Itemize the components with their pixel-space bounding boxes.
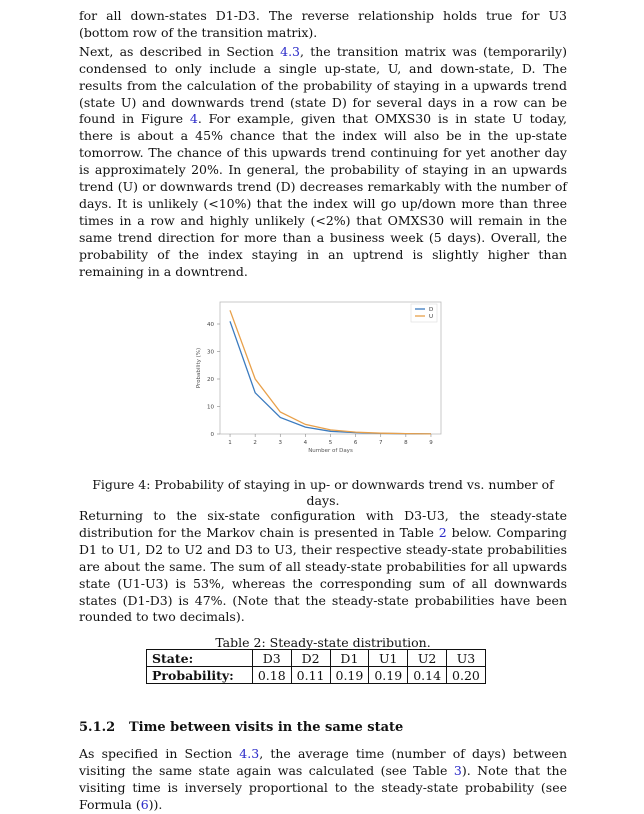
legend-label-U: U [429,314,434,320]
state-header: State: [147,650,253,667]
table-cell: U3 [447,650,486,667]
legend-label-D: D [429,307,434,313]
table-cell: 0.19 [369,667,408,684]
section-ref-link[interactable]: 4.3 [239,746,260,761]
section-ref-link[interactable]: 4.3 [280,43,301,59]
line-chart [79,296,567,468]
table-row-states [147,650,486,667]
paragraph-3 [79,508,567,626]
section-heading [79,720,403,735]
series-line-U [230,310,434,434]
y-tick-label: 30 [207,349,214,356]
table-cell: D3 [252,650,291,667]
paragraph-2-text-a: Next, as described in Section [79,43,281,59]
x-tick-label: 7 [378,440,383,446]
x-tick-label: 5 [328,440,333,446]
x-tick-label: 3 [278,440,283,446]
paragraph-4-text-c: ). Note that the visiting time is inversely proportional to the steady-state probability (see Formula ( [79,762,567,812]
paragraph-2-text-b: , the transition matrix was (temporarily) condensed to only include a single up-state, U, and down-state, D. The results from the calculation of the probability of staying in a upwards trend (state U) and downwards trend (state D) for several days in a row can be found in Figure [79,43,567,127]
table-ref-link[interactable]: 2 [438,524,447,540]
paragraph-4 [79,746,567,814]
x-tick-label: 8 [404,440,408,446]
x-tick-label: 2 [253,440,257,446]
x-tick-label: 4 [303,440,308,446]
x-tick-label: 1 [228,440,232,446]
section-title: Time between visits in the same state [129,720,404,735]
paragraph-3-text-a: Returning to the six-state configuration with D3-U3, the steady-state distribution for the Markov chain is presented in Table [79,508,567,540]
table-cell: 0.14 [408,667,447,684]
table-cell: 0.11 [291,667,330,684]
table-ref-link[interactable]: 3 [453,762,462,778]
table-cell: U2 [408,650,447,667]
formula-ref-link[interactable]: 6 [140,796,149,812]
table-cell: 0.18 [252,667,291,684]
paragraph-2-text-c: . For example, given that OMXS30 is in state U today, there is about a 45% chance that the index will also be in the up-state tomorrow. The chance of this upwards trend continuing for yet another day is approximately 20%. In general, the probability of staying in an upwards trend (U) or downwards trend (D) decreases remarkably with the number of days. It is unlikely (<10%) that the index will go up/down more than three times in a row and highly unlikely (<2%) that OMXS30 will remain in the same trend direction for more than a business week (5 days). Overall, the probability of the index staying in an uptrend is slightly higher than remaining in a downtrend. [79,111,567,279]
section-number: 5.1.2 [79,720,116,735]
table-cell: 0.19 [330,667,369,684]
paragraph-3-text-b: below. Comparing D1 to U1, D2 to U2 and D3 to U3, their respective steady-state probabilities are about the same. The sum of all steady-state probabilities for all upwards state (U1-U3) is 53%, whereas the corresponding sum of all downwards states (D1-D3) is 47%. (Note that the steady-state probabilities have been rounded to two decimals). [79,524,567,625]
plot-frame [220,302,441,434]
paragraph-1-text: for all down-states D1-D3. The reverse relationship holds true for U3 (bottom row of the transition matrix). [79,8,567,40]
paragraph-4-text-b: , the average time (number of days) between visiting the same state again was calculated (see Table [79,746,567,778]
y-tick-label: 20 [207,377,214,383]
y-tick-label: 0 [210,432,214,438]
x-tick-label: 6 [353,440,358,446]
paragraph-2 [79,44,567,281]
y-tick-label: 10 [207,404,214,411]
table-cell: D2 [291,650,330,667]
steady-state-table [146,649,486,684]
paragraph-4-text-a: As specified in Section [79,746,240,761]
page-content [79,8,567,812]
figure-caption: Figure 4: Probability of staying in up- or downwards trend vs. number of days. [92,477,554,508]
table-row-probabilities [147,667,486,684]
table-cell: 0.20 [447,667,486,684]
x-axis-label: Number of Days [308,448,353,454]
series-line-D [230,321,431,434]
paragraph-1 [79,8,567,42]
probability-header: Probability: [147,667,253,684]
y-tick-label: 40 [207,322,214,328]
paragraph-4-text-d: )). [148,796,163,812]
x-tick-label: 9 [429,440,433,446]
table-cell: U1 [369,650,408,667]
figure-ref-link[interactable]: 4 [189,111,198,127]
table-caption: Table 2: Steady-state distribution. [215,635,431,650]
table-cell: D1 [330,650,369,667]
y-axis-label: Probability (%) [196,347,202,389]
figure-4 [79,296,567,468]
